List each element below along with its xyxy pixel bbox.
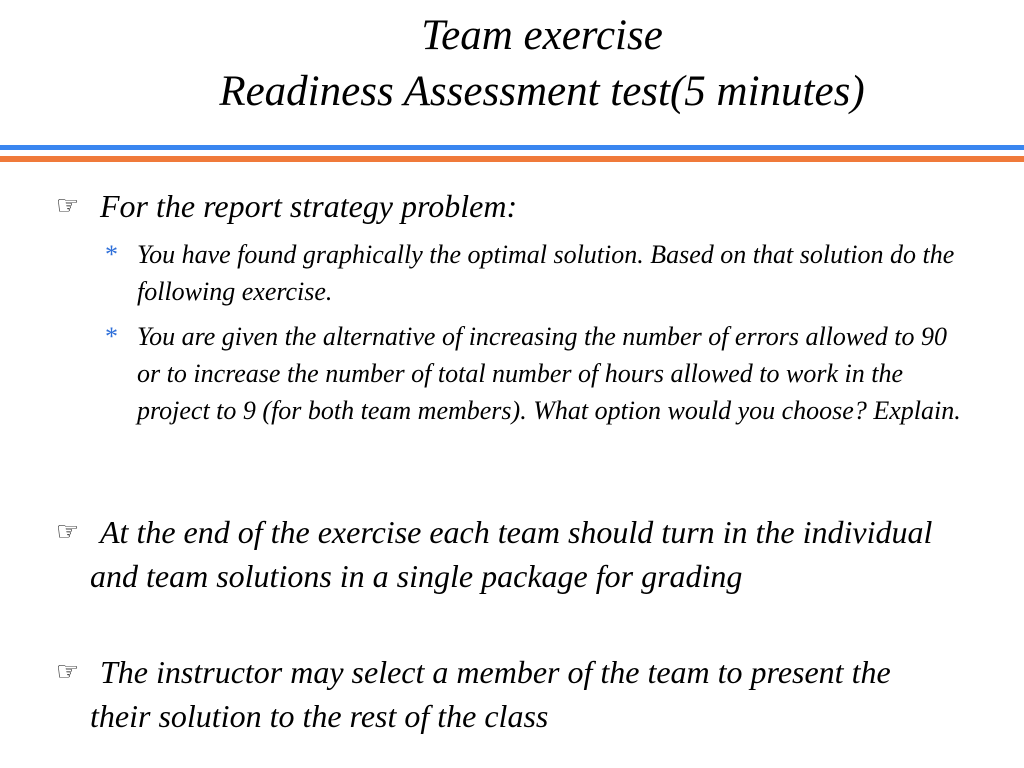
bullet-item bbox=[56, 650, 956, 738]
bullet-text: For the report strategy problem: bbox=[100, 188, 518, 224]
sub-bullet-item bbox=[105, 318, 965, 429]
sub-bullet-text: You have found graphically the optimal solution. Based on that solution do the following exercise. bbox=[137, 240, 955, 306]
bullet-item bbox=[56, 510, 956, 598]
slide-title bbox=[0, 8, 1024, 120]
bullet-text: At the end of the exercise each team should turn in the individual and team solutions in a single package for grading bbox=[90, 514, 933, 594]
bullet-item bbox=[56, 184, 956, 228]
title-line-1: Team exercise bbox=[421, 12, 663, 59]
pointing-hand-icon: ☞ bbox=[56, 191, 80, 220]
asterisk-icon: * bbox=[105, 322, 118, 351]
title-line-2: Readiness Assessment test(5 minutes) bbox=[219, 68, 865, 115]
asterisk-icon: * bbox=[105, 240, 118, 269]
sub-bullet-text: You are given the alternative of increasing the number of errors allowed to 90 or to increase the number of total number of hours allowed to work in the project to 9 (for both team members). What option would you choose? Explain. bbox=[137, 322, 961, 425]
pointing-hand-icon: ☞ bbox=[56, 657, 80, 686]
title-rule-orange bbox=[0, 156, 1024, 162]
sub-bullet-item bbox=[105, 236, 965, 310]
pointing-hand-icon: ☞ bbox=[56, 517, 80, 546]
title-rule-blue bbox=[0, 145, 1024, 150]
bullet-text: The instructor may select a member of the team to present the their solution to the rest of the class bbox=[90, 654, 891, 734]
